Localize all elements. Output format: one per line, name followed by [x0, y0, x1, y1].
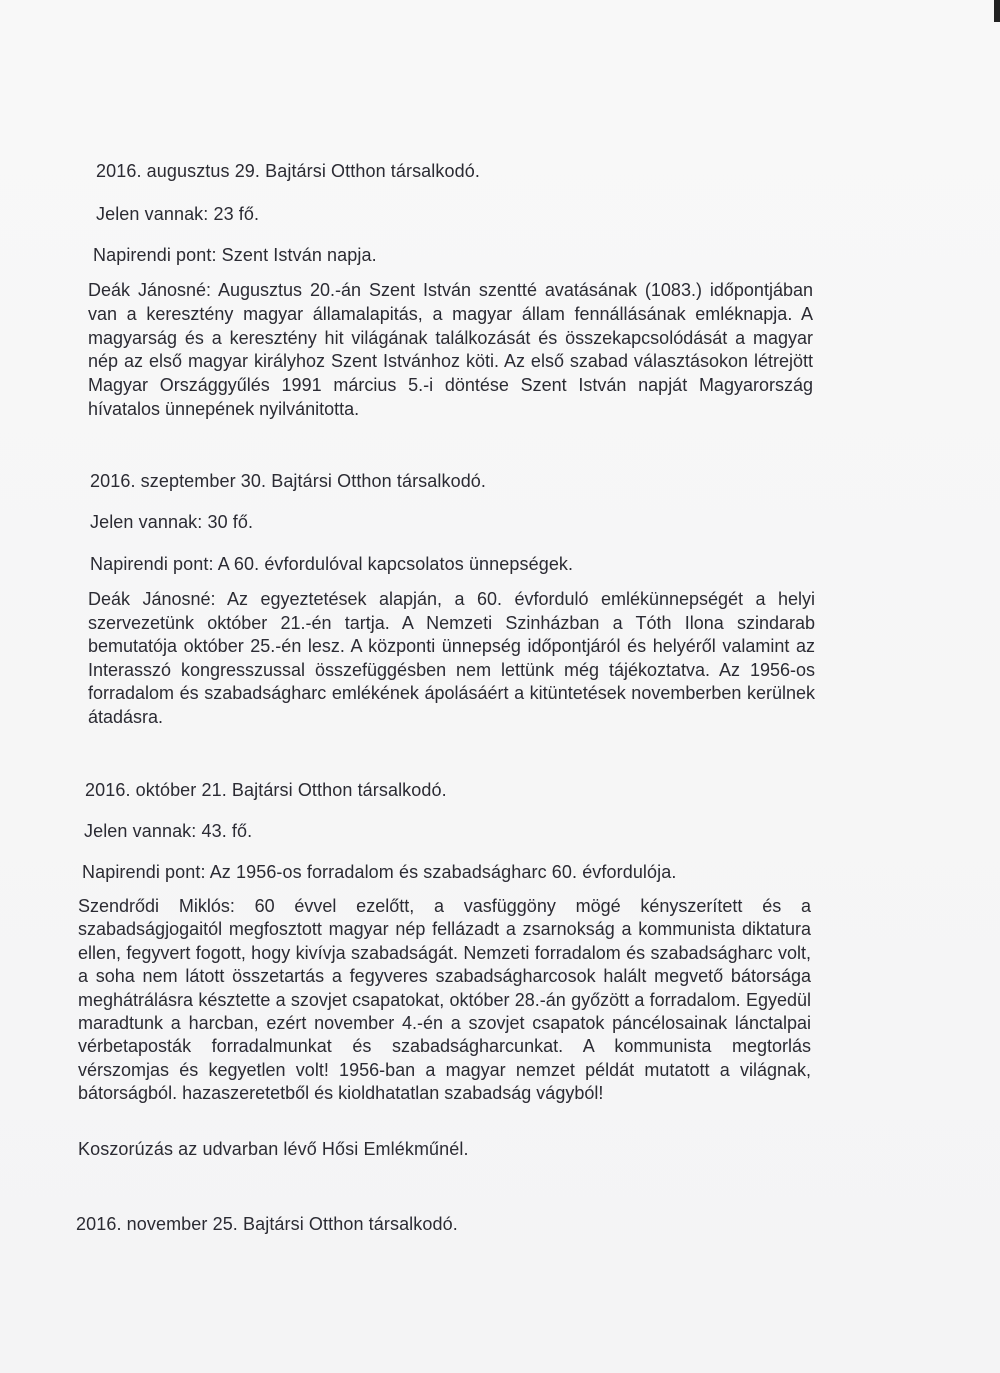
- entry-2-body: Deák Jánosné: Az egyeztetések alapján, a 60. évforduló emlékünnepségét a helyi szervezetünk október 21.-én tartja. A Nemzeti Szinházban a Tóth Ilona szindarab bemutatója október 25.-én lesz. A központi ünnepség időpontjáról és helyéről valamint az Interasszó kongresszussal összefüggésben nem lettünk még tájékoztatva. Az 1956-os forradalom és szabadságharc emlékének ápolásáért a kitüntetések novemberben kerülnek átadásra.: [88, 589, 815, 727]
- entry-3-agenda: Napirendi pont: Az 1956-os forradalom és szabadságharc 60. évfordulója.: [82, 862, 677, 882]
- entry-4-header: 2016. november 25. Bajtársi Otthon társalkodó.: [76, 1214, 458, 1234]
- entry-1-attendance: Jelen vannak: 23 fő.: [96, 204, 260, 224]
- entry-1-body: Deák Jánosné: Augusztus 20.-án Szent István szentté avatásának (1083.) időpontjában van a keresztény magyar államalapitás, a magyar állam fennállásának emléknapja. A magyarság és a keresztény hit világának találkozását és összekapcsolódását a magyar nép az első magyar királyhoz Szent Istvánhoz köti. Az első szabad választásokon létrejött Magyar Országgyűlés 1991 március 5.-i döntése Szent István napját Magyarország hívatalos ünnepének nyilvánitotta.: [88, 280, 813, 419]
- entry-1-header: 2016. augusztus 29. Bajtársi Otthon társalkodó.: [96, 161, 480, 181]
- entry-3-header: 2016. október 21. Bajtársi Otthon társalkodó.: [85, 780, 447, 800]
- entry-2-header: 2016. szeptember 30. Bajtársi Otthon társalkodó.: [90, 471, 487, 491]
- entry-2-attendance: Jelen vannak: 30 fő.: [90, 512, 254, 532]
- entry-3-body: Szendrődi Miklós: 60 évvel ezelőtt, a vasfüggöny mögé kényszerített és a szabadságjogaitól megfosztott magyar nép fellázadt a zsarnokság a kommunista diktatura ellen, fegyvert fogott, hogy kivívja szabadságát. Nemzeti forradalom és szabadságharc volt, a soha nem látott összetartás a fegyveres szabadságharcosok halált megvető bátorsága meghátrálásra késztette a szovjet csapatokat, október 28.-án győzött a forradalom. Egyedül maradtunk a harcban, ezért november 4.-én a szovjet csapatok páncélosainak lánctalpai vérbetaposták forradalmunkat és szabadságharcunkat. A kommunista megtorlás vérszomjas és kegyetlen volt! 1956-ban a magyar nemzet példát mutatott a világnak, bátorságból. hazaszeretetből és kioldhatatlan szabadság vágyból!: [78, 896, 811, 1104]
- entry-3-note: Koszorúzás az udvarban lévő Hősi Emlékműnél.: [78, 1139, 469, 1159]
- entry-3-attendance: Jelen vannak: 43. fő.: [84, 821, 253, 841]
- entry-2-agenda: Napirendi pont: A 60. évfordulóval kapcsolatos ünnepségek.: [90, 554, 574, 574]
- entry-1-agenda: Napirendi pont: Szent István napja.: [93, 245, 377, 265]
